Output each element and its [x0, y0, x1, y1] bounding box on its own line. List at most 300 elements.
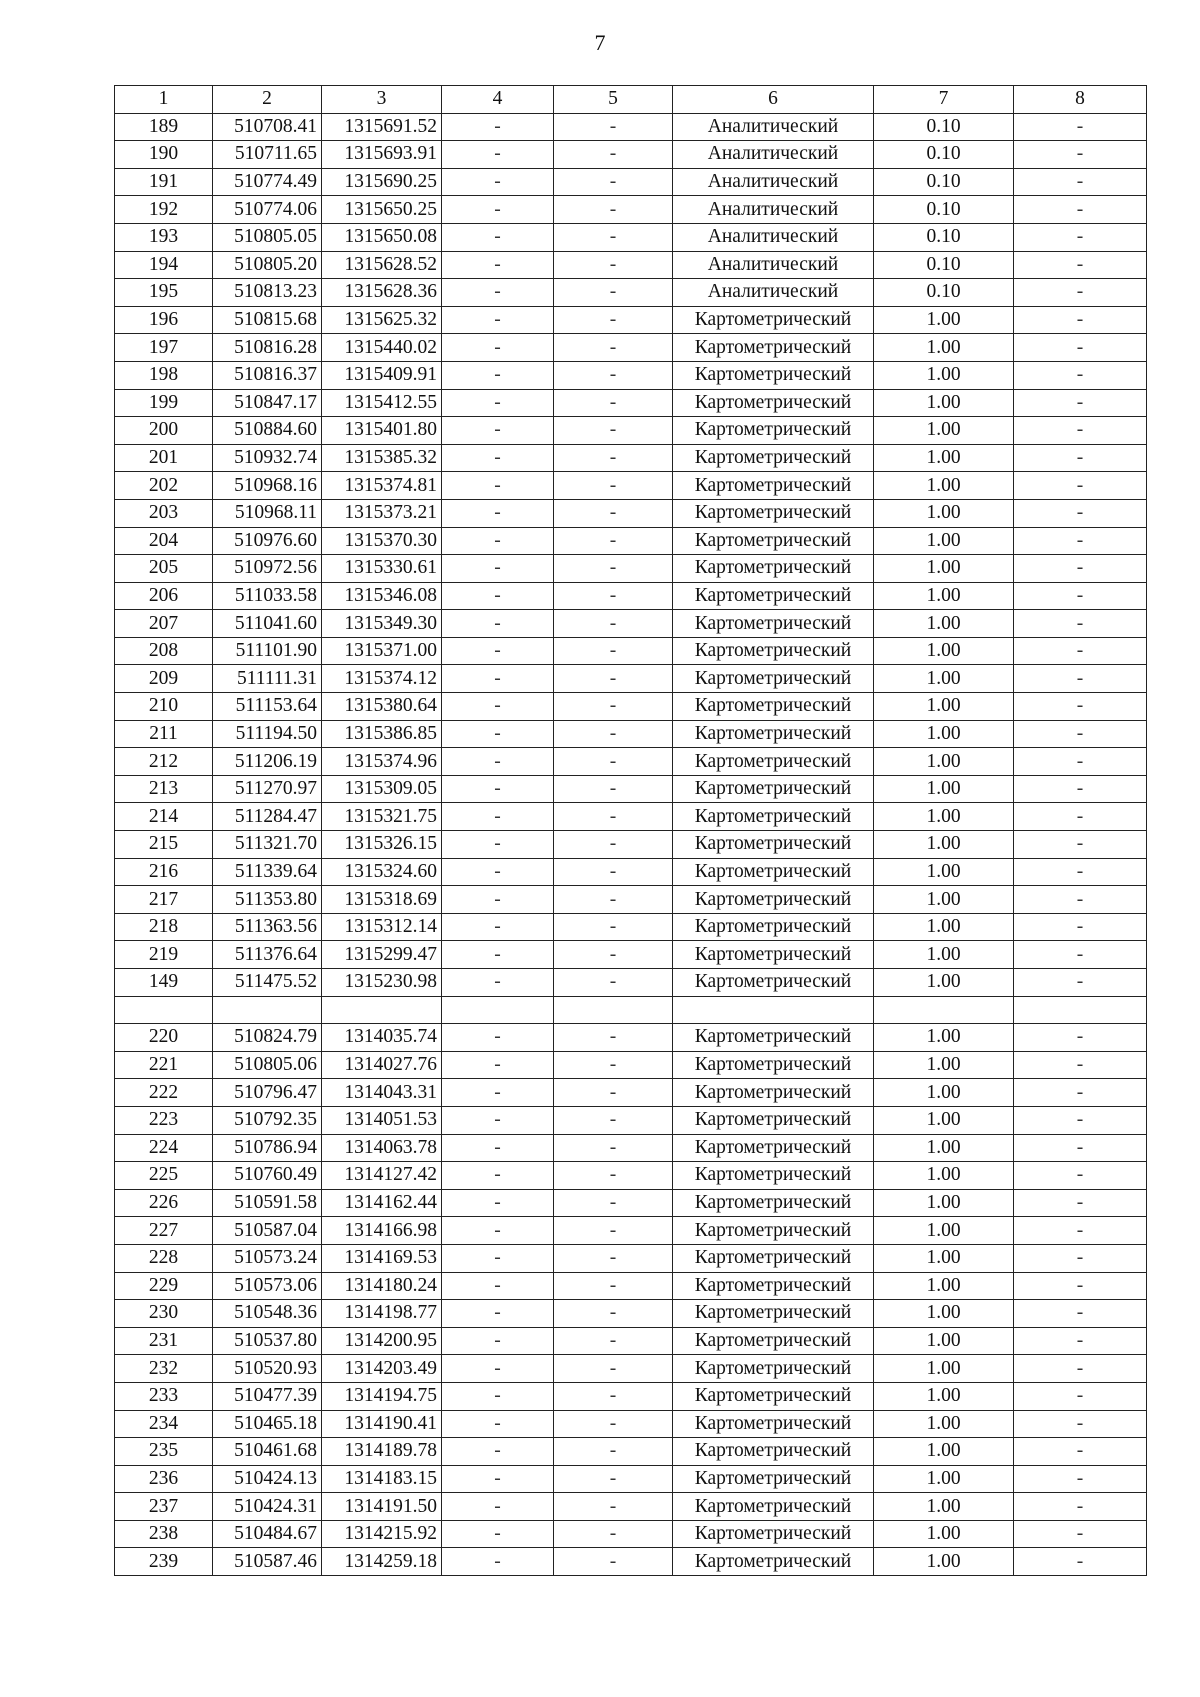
- header-cell-2: 2: [213, 86, 322, 114]
- accuracy-cell: 0.10: [874, 113, 1014, 141]
- col8-cell: -: [1014, 1162, 1147, 1190]
- point-number-cell: 239: [115, 1548, 213, 1576]
- table-row: [115, 141, 1147, 169]
- accuracy-cell: 1.00: [874, 1382, 1014, 1410]
- x-coordinate-cell: 510484.67: [213, 1520, 322, 1548]
- table-row: [115, 610, 1147, 638]
- table-row: [115, 1106, 1147, 1134]
- point-number-cell: 198: [115, 361, 213, 389]
- col5-cell: -: [554, 1024, 673, 1052]
- y-coordinate-cell: 1315380.64: [322, 693, 442, 721]
- method-cell: Картометрический: [673, 306, 874, 334]
- y-coordinate-cell: 1315371.00: [322, 637, 442, 665]
- y-coordinate-cell: [322, 996, 442, 1024]
- col4-cell: [442, 996, 554, 1024]
- y-coordinate-cell: 1315321.75: [322, 803, 442, 831]
- accuracy-cell: 1.00: [874, 444, 1014, 472]
- x-coordinate-cell: 510976.60: [213, 527, 322, 555]
- col5-cell: -: [554, 196, 673, 224]
- x-coordinate-cell: 510520.93: [213, 1355, 322, 1383]
- table-row: [115, 1382, 1147, 1410]
- y-coordinate-cell: 1314200.95: [322, 1327, 442, 1355]
- table-row: [115, 1493, 1147, 1521]
- y-coordinate-cell: 1315373.21: [322, 499, 442, 527]
- point-number-cell: 149: [115, 969, 213, 997]
- point-number-cell: 221: [115, 1051, 213, 1079]
- table-row: [115, 1189, 1147, 1217]
- point-number-cell: 219: [115, 941, 213, 969]
- col4-cell: -: [442, 748, 554, 776]
- y-coordinate-cell: 1315374.96: [322, 748, 442, 776]
- table-row: [115, 1355, 1147, 1383]
- accuracy-cell: 1.00: [874, 1410, 1014, 1438]
- x-coordinate-cell: 510968.11: [213, 499, 322, 527]
- table-body: [115, 86, 1147, 1576]
- method-cell: Картометрический: [673, 1410, 874, 1438]
- col4-cell: -: [442, 223, 554, 251]
- col8-cell: -: [1014, 472, 1147, 500]
- point-number-cell: 227: [115, 1217, 213, 1245]
- x-coordinate-cell: 510573.24: [213, 1244, 322, 1272]
- accuracy-cell: 0.10: [874, 279, 1014, 307]
- x-coordinate-cell: 510477.39: [213, 1382, 322, 1410]
- col5-cell: -: [554, 1355, 673, 1383]
- x-coordinate-cell: 511041.60: [213, 610, 322, 638]
- col5-cell: -: [554, 1520, 673, 1548]
- col5-cell: -: [554, 527, 673, 555]
- table-row: [115, 1244, 1147, 1272]
- col4-cell: -: [442, 1410, 554, 1438]
- accuracy-cell: 1.00: [874, 1189, 1014, 1217]
- col5-cell: -: [554, 168, 673, 196]
- point-number-cell: 194: [115, 251, 213, 279]
- method-cell: Картометрический: [673, 941, 874, 969]
- col5-cell: -: [554, 637, 673, 665]
- y-coordinate-cell: 1315374.81: [322, 472, 442, 500]
- x-coordinate-cell: 511206.19: [213, 748, 322, 776]
- col4-cell: -: [442, 803, 554, 831]
- col5-cell: -: [554, 1162, 673, 1190]
- col8-cell: -: [1014, 306, 1147, 334]
- col4-cell: -: [442, 1520, 554, 1548]
- col8-cell: -: [1014, 886, 1147, 914]
- y-coordinate-cell: 1315318.69: [322, 886, 442, 914]
- method-cell: Картометрический: [673, 417, 874, 445]
- method-cell: Картометрический: [673, 748, 874, 776]
- table-row: [115, 1410, 1147, 1438]
- col5-cell: -: [554, 279, 673, 307]
- col8-cell: -: [1014, 913, 1147, 941]
- col4-cell: -: [442, 1382, 554, 1410]
- method-cell: Картометрический: [673, 1382, 874, 1410]
- x-coordinate-cell: 510847.17: [213, 389, 322, 417]
- point-number-cell: 226: [115, 1189, 213, 1217]
- accuracy-cell: 1.00: [874, 1493, 1014, 1521]
- col8-cell: -: [1014, 417, 1147, 445]
- table-row: [115, 306, 1147, 334]
- accuracy-cell: 1.00: [874, 1244, 1014, 1272]
- col4-cell: -: [442, 499, 554, 527]
- y-coordinate-cell: 1314190.41: [322, 1410, 442, 1438]
- point-number-cell: 212: [115, 748, 213, 776]
- method-cell: Картометрический: [673, 693, 874, 721]
- table-row: [115, 803, 1147, 831]
- x-coordinate-cell: 510774.06: [213, 196, 322, 224]
- x-coordinate-cell: 511194.50: [213, 720, 322, 748]
- table-row: [115, 527, 1147, 555]
- col4-cell: -: [442, 1189, 554, 1217]
- accuracy-cell: 1.00: [874, 886, 1014, 914]
- col8-cell: -: [1014, 1106, 1147, 1134]
- col8-cell: -: [1014, 1493, 1147, 1521]
- col5-cell: -: [554, 1493, 673, 1521]
- method-cell: Картометрический: [673, 555, 874, 583]
- method-cell: Картометрический: [673, 1244, 874, 1272]
- accuracy-cell: 1.00: [874, 306, 1014, 334]
- table-row: [115, 969, 1147, 997]
- col4-cell: -: [442, 693, 554, 721]
- method-cell: Картометрический: [673, 1189, 874, 1217]
- point-number-cell: 197: [115, 334, 213, 362]
- header-row: [115, 86, 1147, 114]
- point-number-cell: 210: [115, 693, 213, 721]
- header-cell-8: 8: [1014, 86, 1147, 114]
- col4-cell: -: [442, 444, 554, 472]
- point-number-cell: 193: [115, 223, 213, 251]
- col5-cell: -: [554, 1410, 673, 1438]
- col4-cell: -: [442, 279, 554, 307]
- method-cell: Картометрический: [673, 1079, 874, 1107]
- method-cell: Картометрический: [673, 665, 874, 693]
- y-coordinate-cell: 1314215.92: [322, 1520, 442, 1548]
- accuracy-cell: 1.00: [874, 1051, 1014, 1079]
- y-coordinate-cell: 1314043.31: [322, 1079, 442, 1107]
- col5-cell: -: [554, 361, 673, 389]
- x-coordinate-cell: 511353.80: [213, 886, 322, 914]
- col8-cell: -: [1014, 168, 1147, 196]
- accuracy-cell: 0.10: [874, 196, 1014, 224]
- method-cell: Картометрический: [673, 1272, 874, 1300]
- col4-cell: -: [442, 858, 554, 886]
- x-coordinate-cell: 511321.70: [213, 831, 322, 859]
- col4-cell: -: [442, 141, 554, 169]
- point-number-cell: 216: [115, 858, 213, 886]
- method-cell: Картометрический: [673, 1355, 874, 1383]
- point-number-cell: 196: [115, 306, 213, 334]
- accuracy-cell: 0.10: [874, 141, 1014, 169]
- y-coordinate-cell: 1315401.80: [322, 417, 442, 445]
- method-cell: Картометрический: [673, 1548, 874, 1576]
- table-row: [115, 1327, 1147, 1355]
- y-coordinate-cell: 1314189.78: [322, 1438, 442, 1466]
- accuracy-cell: 1.00: [874, 417, 1014, 445]
- accuracy-cell: 1.00: [874, 1300, 1014, 1328]
- y-coordinate-cell: 1315309.05: [322, 775, 442, 803]
- table-row: [115, 1162, 1147, 1190]
- method-cell: Аналитический: [673, 279, 874, 307]
- col5-cell: -: [554, 417, 673, 445]
- col8-cell: -: [1014, 1024, 1147, 1052]
- table-row: [115, 223, 1147, 251]
- method-cell: Картометрический: [673, 637, 874, 665]
- point-number-cell: 208: [115, 637, 213, 665]
- col4-cell: -: [442, 665, 554, 693]
- y-coordinate-cell: 1315628.52: [322, 251, 442, 279]
- col4-cell: -: [442, 941, 554, 969]
- accuracy-cell: 0.10: [874, 251, 1014, 279]
- table-row: [115, 113, 1147, 141]
- y-coordinate-cell: 1315625.32: [322, 306, 442, 334]
- col5-cell: -: [554, 720, 673, 748]
- header-cell-7: 7: [874, 86, 1014, 114]
- y-coordinate-cell: 1315650.25: [322, 196, 442, 224]
- point-number-cell: 211: [115, 720, 213, 748]
- col5-cell: -: [554, 693, 673, 721]
- accuracy-cell: [874, 996, 1014, 1024]
- col8-cell: -: [1014, 389, 1147, 417]
- method-cell: Аналитический: [673, 141, 874, 169]
- col5-cell: -: [554, 1382, 673, 1410]
- col4-cell: -: [442, 251, 554, 279]
- point-number-cell: 222: [115, 1079, 213, 1107]
- x-coordinate-cell: 510537.80: [213, 1327, 322, 1355]
- table-row: [115, 1300, 1147, 1328]
- col5-cell: -: [554, 141, 673, 169]
- header-cell-5: 5: [554, 86, 673, 114]
- col8-cell: -: [1014, 555, 1147, 583]
- col8-cell: -: [1014, 1134, 1147, 1162]
- accuracy-cell: 1.00: [874, 555, 1014, 583]
- x-coordinate-cell: 511101.90: [213, 637, 322, 665]
- accuracy-cell: 1.00: [874, 1355, 1014, 1383]
- col5-cell: -: [554, 472, 673, 500]
- col8-cell: -: [1014, 831, 1147, 859]
- method-cell: Картометрический: [673, 1465, 874, 1493]
- accuracy-cell: 1.00: [874, 1465, 1014, 1493]
- x-coordinate-cell: 510548.36: [213, 1300, 322, 1328]
- col4-cell: -: [442, 1024, 554, 1052]
- col5-cell: -: [554, 251, 673, 279]
- y-coordinate-cell: 1314259.18: [322, 1548, 442, 1576]
- accuracy-cell: 0.10: [874, 168, 1014, 196]
- table-row: [115, 1051, 1147, 1079]
- col8-cell: -: [1014, 803, 1147, 831]
- x-coordinate-cell: 510711.65: [213, 141, 322, 169]
- method-cell: Картометрический: [673, 472, 874, 500]
- header-cell-4: 4: [442, 86, 554, 114]
- x-coordinate-cell: 511270.97: [213, 775, 322, 803]
- x-coordinate-cell: 510774.49: [213, 168, 322, 196]
- y-coordinate-cell: 1315690.25: [322, 168, 442, 196]
- col4-cell: -: [442, 1217, 554, 1245]
- x-coordinate-cell: 510760.49: [213, 1162, 322, 1190]
- x-coordinate-cell: 510815.68: [213, 306, 322, 334]
- col5-cell: -: [554, 1079, 673, 1107]
- table-row: [115, 720, 1147, 748]
- table-row: [115, 389, 1147, 417]
- y-coordinate-cell: 1314027.76: [322, 1051, 442, 1079]
- col8-cell: -: [1014, 361, 1147, 389]
- col8-cell: -: [1014, 1327, 1147, 1355]
- accuracy-cell: 1.00: [874, 1272, 1014, 1300]
- col8-cell: -: [1014, 1410, 1147, 1438]
- method-cell: Картометрический: [673, 1327, 874, 1355]
- point-number-cell: 189: [115, 113, 213, 141]
- y-coordinate-cell: 1315330.61: [322, 555, 442, 583]
- y-coordinate-cell: 1315324.60: [322, 858, 442, 886]
- col5-cell: -: [554, 858, 673, 886]
- method-cell: Картометрический: [673, 886, 874, 914]
- col4-cell: -: [442, 886, 554, 914]
- method-cell: Картометрический: [673, 361, 874, 389]
- y-coordinate-cell: 1314162.44: [322, 1189, 442, 1217]
- table-row: [115, 1079, 1147, 1107]
- y-coordinate-cell: 1315370.30: [322, 527, 442, 555]
- col4-cell: -: [442, 1134, 554, 1162]
- x-coordinate-cell: 510587.04: [213, 1217, 322, 1245]
- col4-cell: -: [442, 1465, 554, 1493]
- point-number-cell: 206: [115, 582, 213, 610]
- point-number-cell: 203: [115, 499, 213, 527]
- y-coordinate-cell: 1314169.53: [322, 1244, 442, 1272]
- accuracy-cell: 1.00: [874, 1217, 1014, 1245]
- x-coordinate-cell: 511153.64: [213, 693, 322, 721]
- col5-cell: -: [554, 1327, 673, 1355]
- col5-cell: -: [554, 444, 673, 472]
- accuracy-cell: 1.00: [874, 1520, 1014, 1548]
- table-row: [115, 251, 1147, 279]
- x-coordinate-cell: 510424.13: [213, 1465, 322, 1493]
- col8-cell: -: [1014, 527, 1147, 555]
- point-number-cell: 199: [115, 389, 213, 417]
- point-number-cell: 204: [115, 527, 213, 555]
- accuracy-cell: 1.00: [874, 389, 1014, 417]
- table-row: [115, 886, 1147, 914]
- col4-cell: -: [442, 168, 554, 196]
- col8-cell: -: [1014, 610, 1147, 638]
- col4-cell: -: [442, 1493, 554, 1521]
- x-coordinate-cell: 511033.58: [213, 582, 322, 610]
- col5-cell: -: [554, 1438, 673, 1466]
- method-cell: Картометрический: [673, 499, 874, 527]
- point-number-cell: 214: [115, 803, 213, 831]
- point-number-cell: 213: [115, 775, 213, 803]
- method-cell: Картометрический: [673, 1438, 874, 1466]
- table-row: [115, 1134, 1147, 1162]
- method-cell: Аналитический: [673, 113, 874, 141]
- col8-cell: -: [1014, 251, 1147, 279]
- col8-cell: -: [1014, 499, 1147, 527]
- accuracy-cell: 1.00: [874, 637, 1014, 665]
- accuracy-cell: 1.00: [874, 1327, 1014, 1355]
- col4-cell: -: [442, 720, 554, 748]
- col5-cell: -: [554, 1548, 673, 1576]
- col5-cell: -: [554, 113, 673, 141]
- table-row: [115, 1465, 1147, 1493]
- x-coordinate-cell: 510813.23: [213, 279, 322, 307]
- col4-cell: -: [442, 1106, 554, 1134]
- method-cell: Картометрический: [673, 1493, 874, 1521]
- accuracy-cell: 1.00: [874, 582, 1014, 610]
- point-number-cell: 207: [115, 610, 213, 638]
- x-coordinate-cell: 510465.18: [213, 1410, 322, 1438]
- y-coordinate-cell: 1315326.15: [322, 831, 442, 859]
- accuracy-cell: 1.00: [874, 1106, 1014, 1134]
- col5-cell: -: [554, 555, 673, 583]
- col5-cell: [554, 996, 673, 1024]
- col8-cell: -: [1014, 113, 1147, 141]
- point-number-cell: 232: [115, 1355, 213, 1383]
- table-row: [115, 831, 1147, 859]
- x-coordinate-cell: 510424.31: [213, 1493, 322, 1521]
- point-number-cell: 209: [115, 665, 213, 693]
- col4-cell: -: [442, 637, 554, 665]
- col8-cell: -: [1014, 1300, 1147, 1328]
- y-coordinate-cell: 1314127.42: [322, 1162, 442, 1190]
- col8-cell: -: [1014, 1272, 1147, 1300]
- method-cell: Картометрический: [673, 334, 874, 362]
- table-row: [115, 1217, 1147, 1245]
- col8-cell: -: [1014, 858, 1147, 886]
- y-coordinate-cell: 1315691.52: [322, 113, 442, 141]
- x-coordinate-cell: [213, 996, 322, 1024]
- x-coordinate-cell: 511339.64: [213, 858, 322, 886]
- col4-cell: -: [442, 472, 554, 500]
- col5-cell: -: [554, 499, 673, 527]
- col4-cell: -: [442, 1079, 554, 1107]
- accuracy-cell: 1.00: [874, 1438, 1014, 1466]
- accuracy-cell: 1.00: [874, 831, 1014, 859]
- accuracy-cell: 1.00: [874, 527, 1014, 555]
- accuracy-cell: 1.00: [874, 1548, 1014, 1576]
- col8-cell: -: [1014, 637, 1147, 665]
- method-cell: Картометрический: [673, 582, 874, 610]
- point-number-cell: 205: [115, 555, 213, 583]
- x-coordinate-cell: 510573.06: [213, 1272, 322, 1300]
- y-coordinate-cell: 1315693.91: [322, 141, 442, 169]
- col4-cell: -: [442, 196, 554, 224]
- col8-cell: -: [1014, 1548, 1147, 1576]
- x-coordinate-cell: 510816.28: [213, 334, 322, 362]
- col8-cell: -: [1014, 582, 1147, 610]
- page-number: 7: [594, 30, 606, 55]
- col5-cell: -: [554, 1244, 673, 1272]
- table-row: [115, 775, 1147, 803]
- x-coordinate-cell: 510461.68: [213, 1438, 322, 1466]
- table-row: [115, 555, 1147, 583]
- x-coordinate-cell: 510816.37: [213, 361, 322, 389]
- table-row: [115, 417, 1147, 445]
- x-coordinate-cell: 510796.47: [213, 1079, 322, 1107]
- accuracy-cell: 1.00: [874, 665, 1014, 693]
- table-row: [115, 1438, 1147, 1466]
- method-cell: Аналитический: [673, 168, 874, 196]
- table-row: [115, 361, 1147, 389]
- col5-cell: -: [554, 941, 673, 969]
- col8-cell: -: [1014, 334, 1147, 362]
- point-number-cell: 201: [115, 444, 213, 472]
- y-coordinate-cell: 1314194.75: [322, 1382, 442, 1410]
- col4-cell: -: [442, 1051, 554, 1079]
- y-coordinate-cell: 1315386.85: [322, 720, 442, 748]
- method-cell: Картометрический: [673, 610, 874, 638]
- accuracy-cell: 1.00: [874, 1024, 1014, 1052]
- col4-cell: -: [442, 1300, 554, 1328]
- col5-cell: -: [554, 223, 673, 251]
- col4-cell: -: [442, 334, 554, 362]
- col5-cell: -: [554, 582, 673, 610]
- table-row: [115, 279, 1147, 307]
